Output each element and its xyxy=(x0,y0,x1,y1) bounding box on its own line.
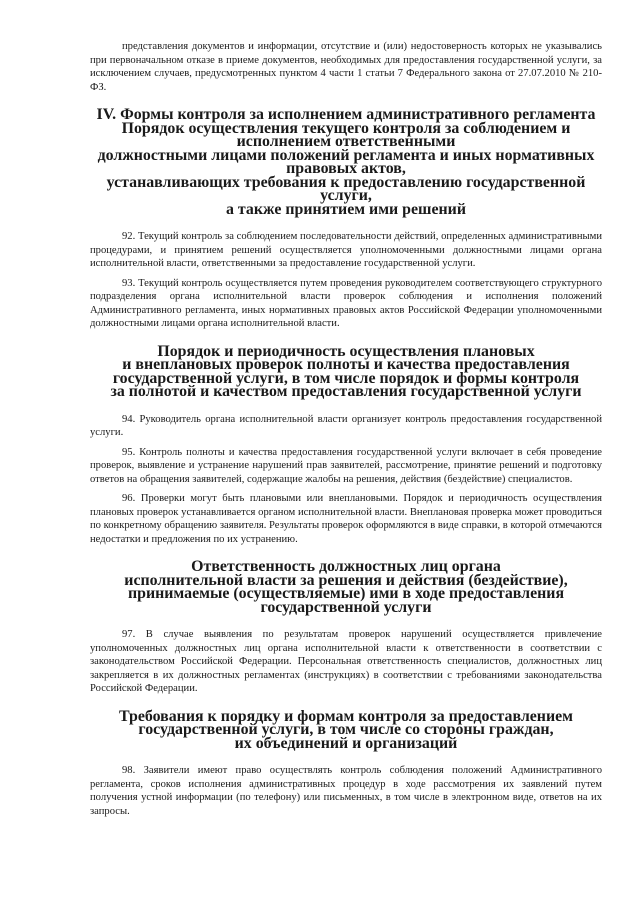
document-page xyxy=(90,40,602,818)
paragraph-92: 92. Текущий контроль за соблюдением последовательности действий, определенных административными процедурами, и принятием решений осуществляется уполномоченными должностными лицами органа исполнительной власти, ответственными за предоставление государственной услуги. xyxy=(90,231,602,269)
paragraph-93: 93. Текущий контроль осуществляется путем проведения руководителем соответствующего структурного подразделения органа исполнительной власти проверок соблюдения и исполнения положений Административного регламента, иных нормативных правовых актов Российской Федерации уполномоченными должностными лицами органа исполнительной власти. xyxy=(90,277,602,329)
heading-line: должностными лицами положений регламента и иных нормативных правовых актов, xyxy=(97,146,595,177)
heading-line: принимаемые (осуществляемые) ими в ходе предоставления государственной услуги xyxy=(127,585,565,616)
heading-line: и внеплановых проверок полноты и качества предоставления xyxy=(122,356,570,373)
heading-line: Порядок и периодичность осуществления плановых xyxy=(157,342,535,360)
paragraph-94: 94. Руководитель органа исполнительной власти организует контроль предоставления государственной услуги. xyxy=(90,413,602,438)
heading-line: IV. Формы контроля за исполнением административного регламента xyxy=(96,106,596,123)
heading-line: а также принятием ими решений xyxy=(225,200,466,218)
heading-line: государственной услуги, в том числе порядок и формы контроля xyxy=(112,369,580,387)
section-checks-heading xyxy=(90,342,602,400)
section-requirements-heading xyxy=(90,707,602,752)
paragraph-95: 95. Контроль полноты и качества предоставления государственной услуги включает в себя проведение проверок, выявление и устранение нарушений прав заявителей, рассмотрение, принятие решений и подготовку ответов на обращения заявителей, содержащие жалобы на решения, действия (бездействие) специалистов. xyxy=(90,446,602,485)
intro-paragraph: представления документов и информации, отсутствие и (или) недостоверность которых не указывались при первоначальном отказе в приеме документов, необходимых для предоставления государственной услуги, за исключением случаев, предусмотренных пунктом 4 части 1 статьи 7 Федерального закона от 27.07.2010 № 210-ФЗ. xyxy=(90,41,602,93)
heading-line: Ответственность должностных лиц органа xyxy=(191,558,501,575)
heading-line: государственной услуги, в том числе со стороны граждан, xyxy=(138,721,554,738)
heading-line: устанавливающих требования к предоставлению государственной услуги, xyxy=(106,173,586,204)
heading-line: за полнотой и качеством предоставления государственной услуги xyxy=(110,383,582,400)
section-4-heading xyxy=(90,108,602,216)
heading-line: Требования к порядку и формам контроля за предоставлением xyxy=(118,707,573,725)
heading-line: их объединений и организаций xyxy=(234,734,458,752)
heading-line: исполнительной власти за решения и действия (бездействие), xyxy=(124,571,568,589)
paragraph-96: 96. Проверки могут быть плановыми или внеплановыми. Порядок и периодичность осуществления плановых проверок устанавливается органом исполнительной власти. Внеплановая проверка может проводиться по конкретному обращению заявителя. Результаты проверок оформляются в виде справки, в которой отмечаются недостатки и предложения по их устранению. xyxy=(90,493,602,545)
section-responsibility-heading xyxy=(90,560,602,614)
paragraph-97: 97. В случае выявления по результатам проверок нарушений осуществляется привлечение уполномоченных должностных лиц органа исполнительной власти к ответственности в соответствии с законодательством Российской Федерации. Персональная ответственность специалистов, должностных лиц закрепляется в их должностных регламентах (инструкциях) в соответствии с требованиями законодательства Российской Федерации. xyxy=(90,629,602,694)
paragraph-98: 98. Заявители имеют право осуществлять контроль соблюдения положений Административного регламента, сроков исполнения административных процедур в ходе рассмотрения их заявлений путем получения устной информации (по телефону) или письменных, в том числе в электронном виде, ответов на их запросы. xyxy=(90,765,602,817)
heading-line: Порядок осуществления текущего контроля за соблюдением и исполнением ответственными xyxy=(121,119,571,150)
